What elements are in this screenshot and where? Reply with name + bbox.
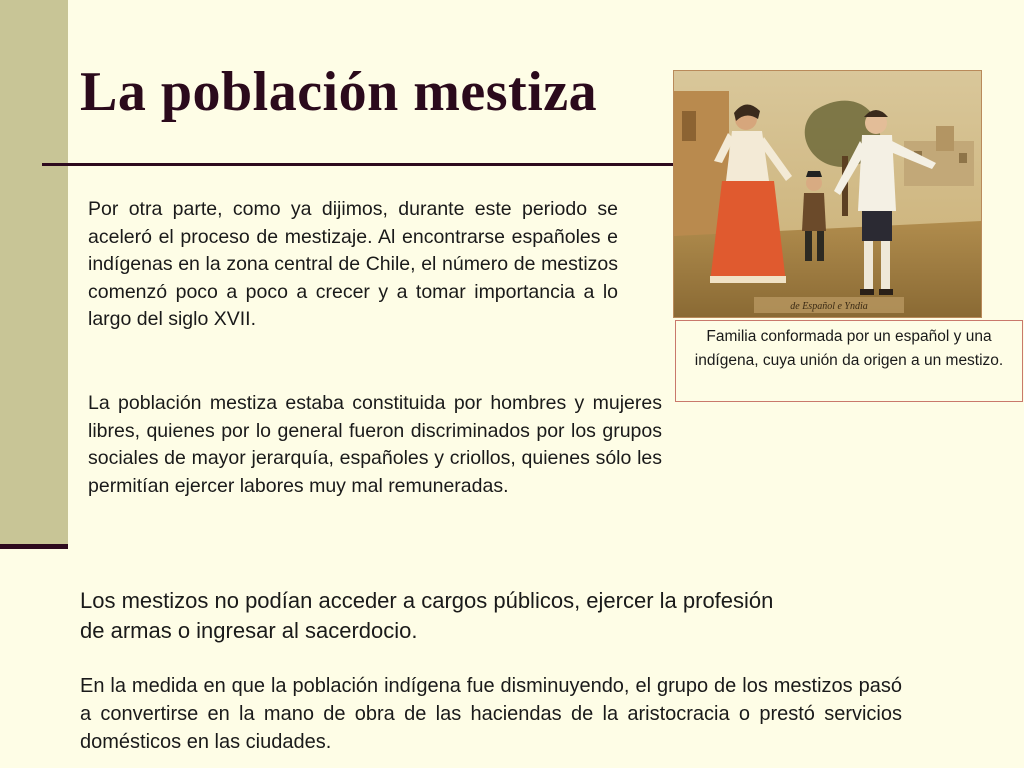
paragraph-mestizaje: Por otra parte, como ya dijimos, durante este periodo se aceleró el proceso de mestizaje. Al encontrarse españoles e indígenas en la zona central de Chile, el número de mestizos comenzó poco a poco a crecer y a tomar importancia a lo largo del siglo XVII. — [88, 198, 618, 330]
image-caption: Familia conformada por un español y una indígena, cuya unión da origen a un mestizo. — [675, 320, 1023, 402]
paragraph-mano-de-obra: En la medida en que la población indígena fue disminuyendo, el grupo de los mestizos pasó a convertirse en la mano de obra de las haciendas de la aristocracia o prestó servicios domésticos en las ciudades. — [80, 675, 902, 753]
slide-title: La población mestiza — [80, 61, 598, 123]
paragraph-restricciones: Los mestizos no podían acceder a cargos públicos, ejercer la profesión de armas o ingresar al sacerdocio. — [80, 588, 774, 643]
title-underline — [42, 163, 682, 166]
casta-painting — [673, 70, 982, 318]
painting-illustration — [674, 71, 981, 317]
paragraph-poblacion: La población mestiza estaba constituida por hombres y mujeres libres, quienes por lo general fueron discriminados por los grupos sociales de mayor jerarquía, españoles y criollos, quienes sólo les permitían ejercer labores muy mal remuneradas. — [88, 392, 662, 497]
decorative-sidebar — [0, 0, 68, 548]
painting-inscription: de Español e Yndia — [790, 301, 868, 312]
sidebar-base-line — [0, 544, 68, 549]
